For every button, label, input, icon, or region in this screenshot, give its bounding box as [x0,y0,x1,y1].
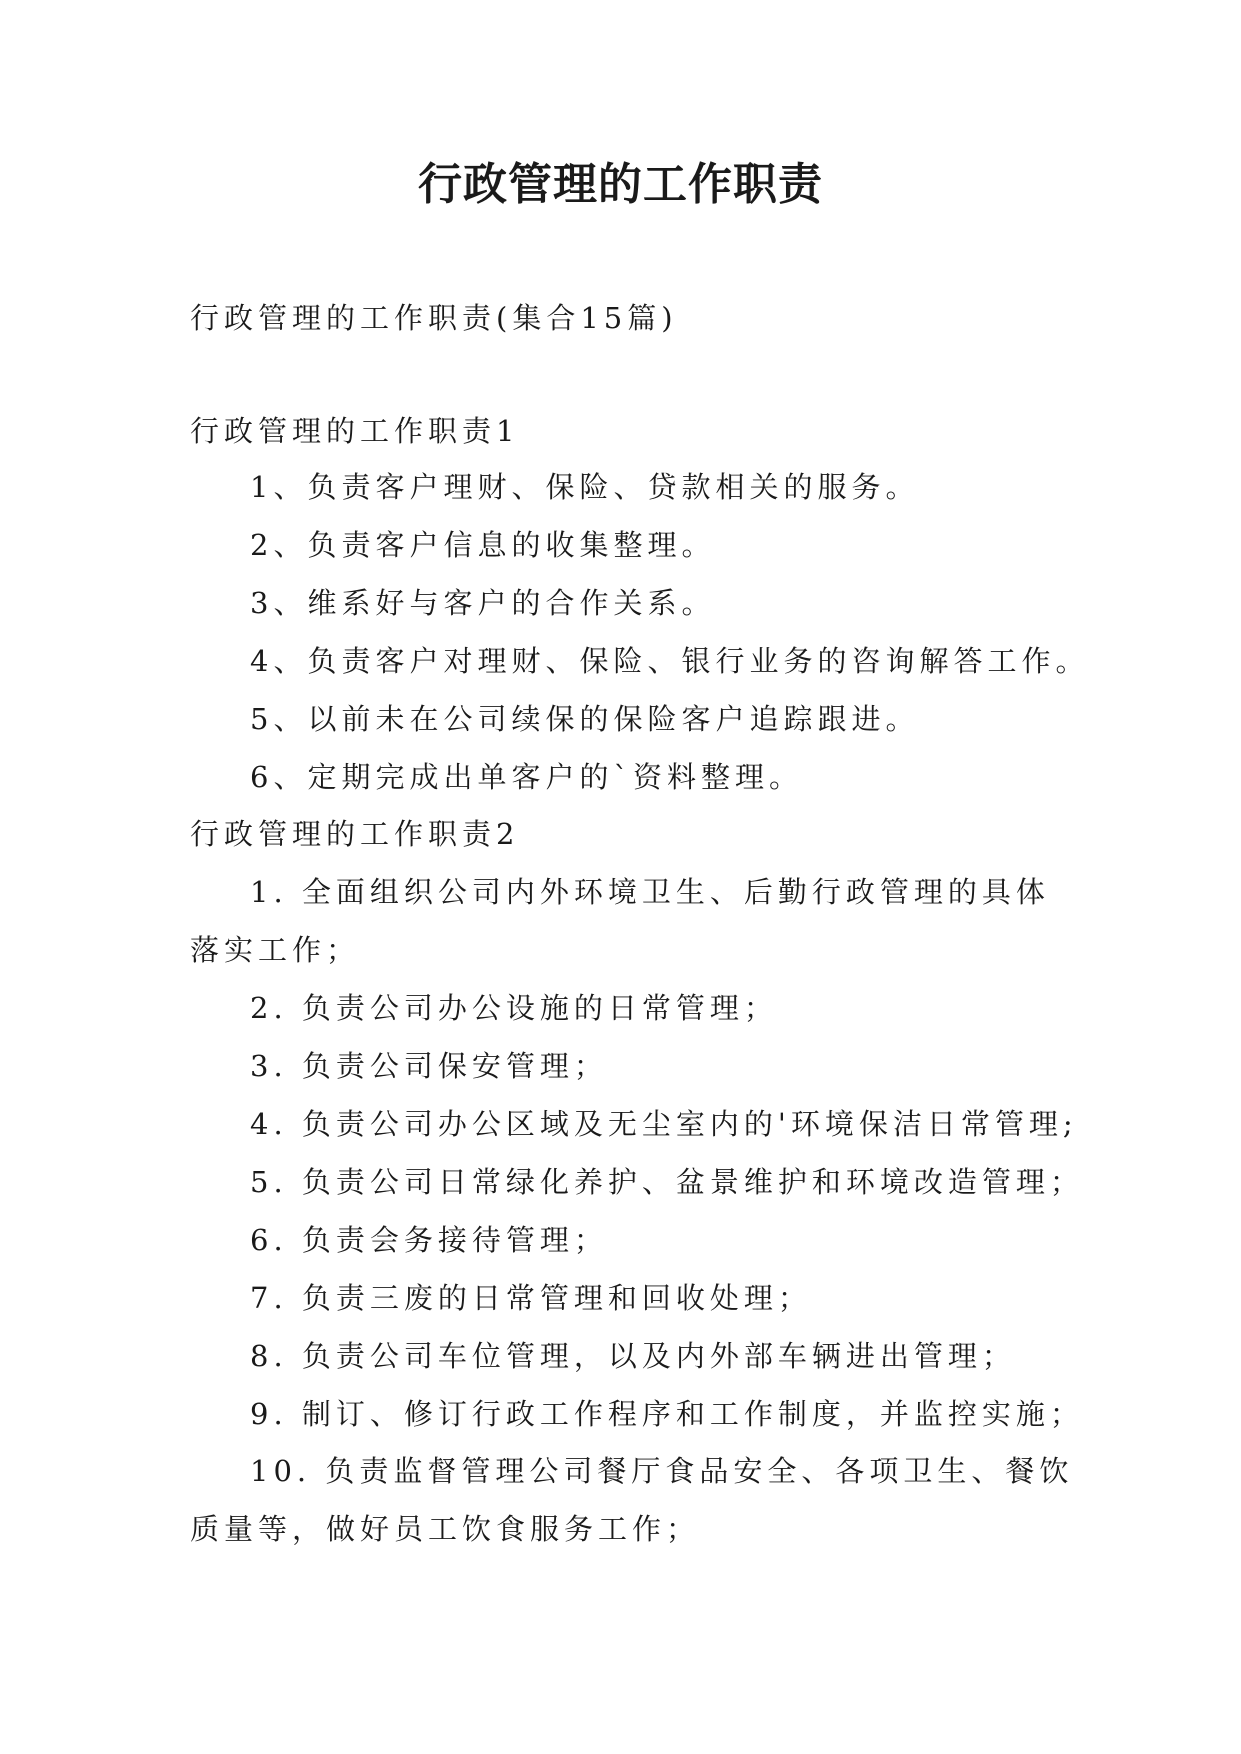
section2-item-2: 2. 负责公司办公设施的日常管理； [250,991,778,1025]
section2-item-10-continued: 质量等，做好员工饮食服务工作； [190,1512,701,1546]
section2-item-3: 3. 负责公司保安管理； [250,1049,608,1083]
section2-item-5: 5. 负责公司日常绿化养护、盆景维护和环境改造管理； [250,1165,1084,1199]
section-heading-2: 行政管理的工作职责2 [190,817,520,851]
section1-item-5: 5、以前未在公司续保的保险客户追踪跟进。 [250,702,920,736]
document-subtitle: 行政管理的工作职责(集合15篇) [190,301,678,335]
section2-item-9: 9. 制订、修订行政工作程序和工作制度，并监控实施； [250,1397,1084,1431]
section2-item-8: 8. 负责公司车位管理，以及内外部车辆进出管理； [250,1339,1016,1373]
section1-item-2: 2、负责客户信息的收集整理。 [250,528,716,562]
section1-item-6: 6、定期完成出单客户的`资料整理。 [250,760,803,794]
section2-item-1: 1. 全面组织公司内外环境卫生、后勤行政管理的具体 [250,875,1050,909]
section2-item-1-continued: 落实工作； [190,933,361,967]
section-heading-1: 行政管理的工作职责1 [190,414,520,448]
section2-item-10: 10. 负责监督管理公司餐厅食品安全、各项卫生、餐饮 [250,1454,1074,1488]
section1-item-1: 1、负责客户理财、保险、贷款相关的服务。 [250,470,920,504]
section1-item-4: 4、负责客户对理财、保险、银行业务的咨询解答工作。 [250,644,1090,678]
section2-item-7: 7. 负责三废的日常管理和回收处理； [250,1281,812,1315]
document-title: 行政管理的工作职责 [418,159,823,210]
section2-item-6: 6. 负责会务接待管理； [250,1223,608,1257]
section1-item-3: 3、维系好与客户的合作关系。 [250,586,716,620]
section2-item-4: 4. 负责公司办公区域及无尘室内的'环境保洁日常管理; [250,1107,1078,1141]
